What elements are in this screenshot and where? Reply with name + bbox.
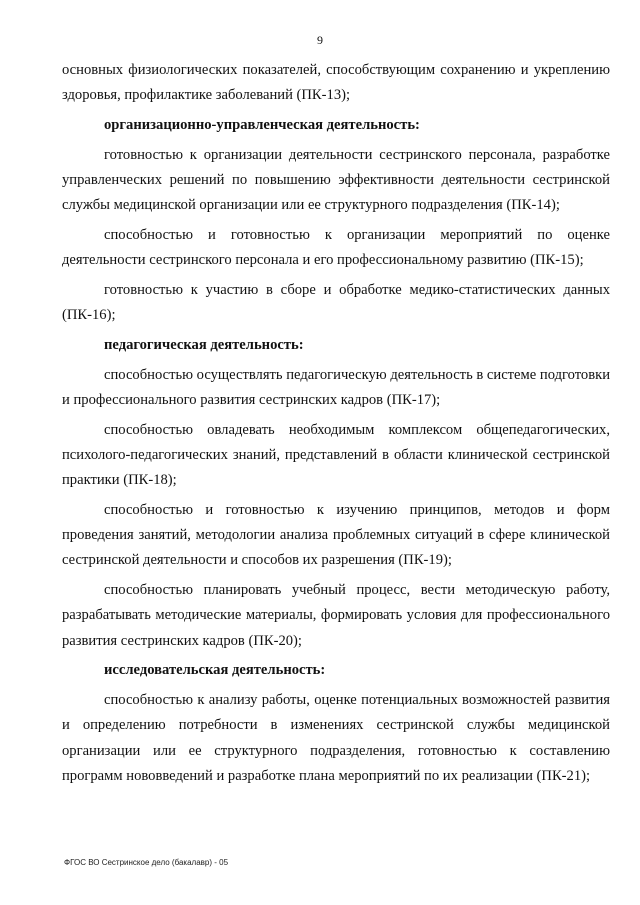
- paragraph: способностью к анализу работы, оценке потенциальных возможностей развития и определению потребности в изменениях сестринской службы медицинской организации или ее структурного подразделения, готовностью к составлению программ нововведений и разработке плана мероприятий по их реализации (ПК-21);: [62, 692, 610, 784]
- section-heading: педагогическая деятельность:: [104, 337, 304, 353]
- paragraph: способностью и готовностью к организации мероприятий по оценке деятельности сестринского персонала и его профессиональному развитию (ПК-15);: [62, 227, 610, 269]
- paragraph: способностью овладевать необходимым комплексом общепедагогических, психолого-педагогических знаний, представлений в области клинической сестринской практики (ПК-18);: [62, 421, 610, 489]
- paragraph: способностью планировать учебный процесс, вести методическую работу, разрабатывать методические материалы, формировать условия для профессионального развития сестринских кадров (ПК-20);: [62, 582, 610, 649]
- paragraph: готовностью к организации деятельности сестринского персонала, разработке управленческих решений по повышению эффективности деятельности сестринской службы медицинской организации или ее структурного подразделения (ПК-14);: [62, 146, 610, 214]
- paragraph: готовностью к участию в сборе и обработке медико-статистических данных (ПК-16);: [62, 282, 610, 324]
- section-heading: организационно-управленческая деятельность:: [104, 117, 420, 133]
- page-number: 9: [317, 33, 323, 47]
- document-body: [62, 58, 610, 789]
- section-heading: исследовательская деятельность:: [104, 662, 326, 679]
- paragraph: способностью и готовностью к изучению принципов, методов и форм проведения занятий, методологии анализа проблемных ситуаций в сфере клинической сестринской деятельности и способов их разрешения (ПК-19);: [62, 502, 610, 569]
- paragraph: способностью осуществлять педагогическую деятельность в системе подготовки и профессионального развития сестринских кадров (ПК-17);: [62, 366, 610, 408]
- page-footer: ФГОС ВО Сестринское дело (бакалавр) - 05: [64, 858, 229, 867]
- paragraph: основных физиологических показателей, способствующим сохранению и укреплению здоровья, профилактике заболеваний (ПК-13);: [62, 62, 610, 104]
